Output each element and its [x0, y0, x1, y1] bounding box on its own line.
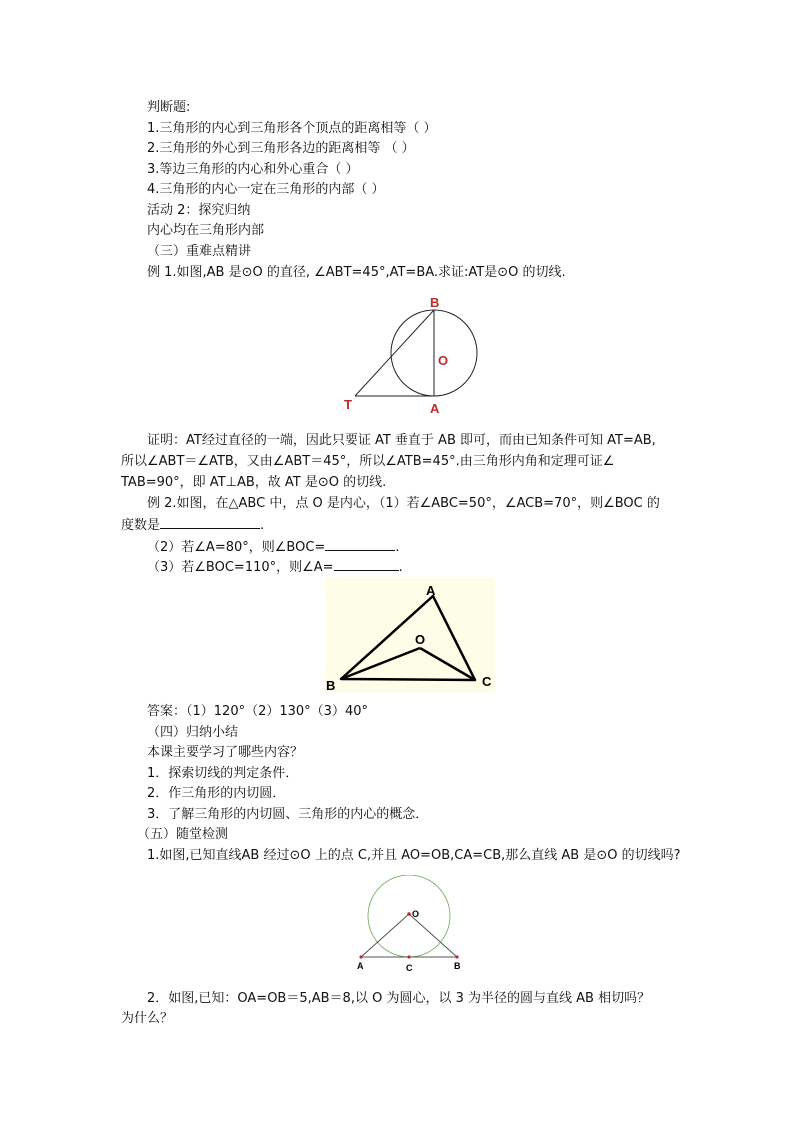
- label-b: B: [454, 961, 461, 971]
- figure-3-circle-tangent-line: [352, 875, 472, 975]
- label-b: B: [326, 678, 336, 692]
- label-o: O: [438, 353, 449, 368]
- example2-q3: [147, 557, 403, 577]
- activity2-conclusion: 内心均在三角形内部: [147, 223, 265, 238]
- section5-title: （五）随堂检测: [137, 827, 229, 842]
- point-c: [407, 955, 410, 958]
- segment-tb: [355, 310, 434, 396]
- proof-line-2: 所以∠ABT＝∠ATB，又由∠ABT＝45°，所以∠ATB=45°.由三角形内角和定理可证∠: [121, 454, 615, 469]
- activity2-title: 活动 2：探究归纳: [147, 203, 251, 218]
- label-t: T: [344, 397, 352, 412]
- judge-q4: 4.三角形的内心一定在三角形的内部（ ）: [147, 182, 385, 197]
- label-a: A: [426, 583, 436, 598]
- example2-q2-text: （2）若∠A=80°，则∠BOC=: [147, 540, 326, 555]
- figure-2-triangle-incenter: [326, 578, 495, 692]
- check-q2-line-2: 为什么？: [121, 1011, 174, 1026]
- circle-o: [368, 875, 450, 957]
- section4-item-1: 1．探索切线的判定条件．: [147, 766, 299, 781]
- example2-q3-end: .: [398, 560, 403, 575]
- point-a: [359, 955, 362, 958]
- section4-title: （四）归纳小结: [147, 725, 239, 740]
- label-c: C: [482, 674, 492, 689]
- label-c: C: [406, 963, 413, 973]
- proof-line-3: TAB=90°，即 AT⊥AB，故 AT 是⊙O 的切线.: [121, 475, 387, 490]
- section4-item-2: 2．作三角形的内切圆．: [147, 786, 286, 801]
- answer-blank-2[interactable]: [325, 537, 395, 551]
- figure-1-circle-tangent: [340, 292, 490, 417]
- judge-q2: 2.三角形的外心到三角形各边的距离相等 （ ）: [147, 141, 415, 156]
- label-b: B: [430, 295, 440, 310]
- example2-line-2: [121, 515, 264, 535]
- label-a: A: [357, 961, 364, 971]
- point-b: [455, 955, 458, 958]
- example2-q2: [147, 537, 399, 557]
- section3-title: （三）重难点精讲: [147, 244, 252, 259]
- section4-intro: 本课主要学习了哪些内容？: [147, 745, 304, 760]
- label-a: A: [430, 401, 440, 416]
- answer-blank-3[interactable]: [334, 557, 399, 571]
- example2-answer: 答案：（1）120°（2）130°（3）40°: [147, 704, 368, 719]
- point-o: [407, 912, 411, 916]
- judge-q1: 1.三角形的内心到三角形各个顶点的距离相等（ ）: [147, 121, 437, 136]
- label-o: O: [415, 632, 426, 647]
- example1-text: 例 1.如图,AB 是⊙O 的直径, ∠ABT=45°,AT=BA.求证:AT是⊙O 的切线.: [147, 265, 566, 280]
- answer-blank-1[interactable]: [160, 515, 260, 529]
- check-q2-line-1: 2．如图,已知：OA=OB＝5,AB＝8,以 O 为圆心，以 3 为半径的圆与直线 AB 相切吗？: [147, 991, 651, 1006]
- example2-line-2-text: 度数是: [121, 518, 161, 533]
- check-q1: 1.如图,已知直线AB 经过⊙O 上的点 C,并且 AO=OB,CA=CB,那么直线 AB 是⊙O 的切线吗?: [147, 848, 681, 863]
- proof-line-1: 证明：AT经过直径的一端，因此只要证 AT 垂直于 AB 即可，而由已知条件可知 AT=AB,: [147, 433, 656, 448]
- judge-title: 判断题:: [147, 100, 191, 115]
- example2-line-1: 例 2.如图，在△ABC 中，点 O 是内心，（1）若∠ABC=50°，∠ACB=70°，则∠BOC 的: [147, 496, 660, 511]
- section4-item-3: 3．了解三角形的内切圆、三角形的内心的概念．: [147, 807, 429, 822]
- example2-q2-end: .: [395, 540, 400, 555]
- example2-line-2-end: .: [260, 518, 265, 533]
- judge-q3: 3.等边三角形的内心和外心重合（ ）: [147, 162, 359, 177]
- label-o: O: [412, 909, 420, 919]
- example2-q3-text: （3）若∠BOC=110°，则∠A=: [147, 560, 334, 575]
